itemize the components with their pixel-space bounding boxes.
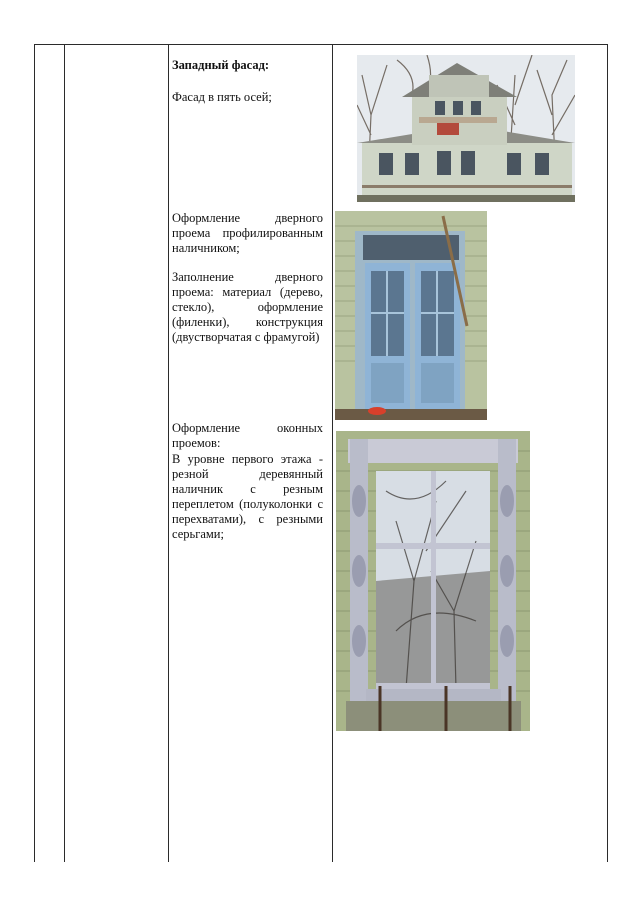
table-left-border [34, 44, 35, 862]
column-divider-2 [168, 44, 169, 862]
window-heading-text: Оформление оконных проемов: [172, 421, 323, 450]
facade-axes-text: Фасад в пять осей; [172, 90, 272, 104]
window-photo [336, 431, 530, 731]
window-first-floor-text: В уровне первого этажа - резной деревянный наличник с резным переплетом (полуколонки с перехватами), с резными серьгами; [172, 452, 323, 541]
column-divider-3 [332, 44, 333, 862]
door-photo-graphic [335, 211, 487, 420]
facade-photo [357, 55, 575, 202]
door-filling-text: Заполнение дверного проема: материал (дерево, стекло), оформление (филенки), конструкция (двустворчатая с фрамугой) [172, 270, 323, 344]
west-facade-heading: Западный фасад: [172, 58, 270, 72]
column-divider-1 [64, 44, 65, 862]
window-photo-graphic [336, 431, 530, 731]
table-right-border [607, 44, 608, 862]
facade-photo-graphic [357, 55, 575, 202]
table-top-border [34, 44, 608, 45]
door-framing-text: Оформление дверного проема профилированным наличником; [172, 211, 323, 255]
door-photo [335, 211, 487, 420]
